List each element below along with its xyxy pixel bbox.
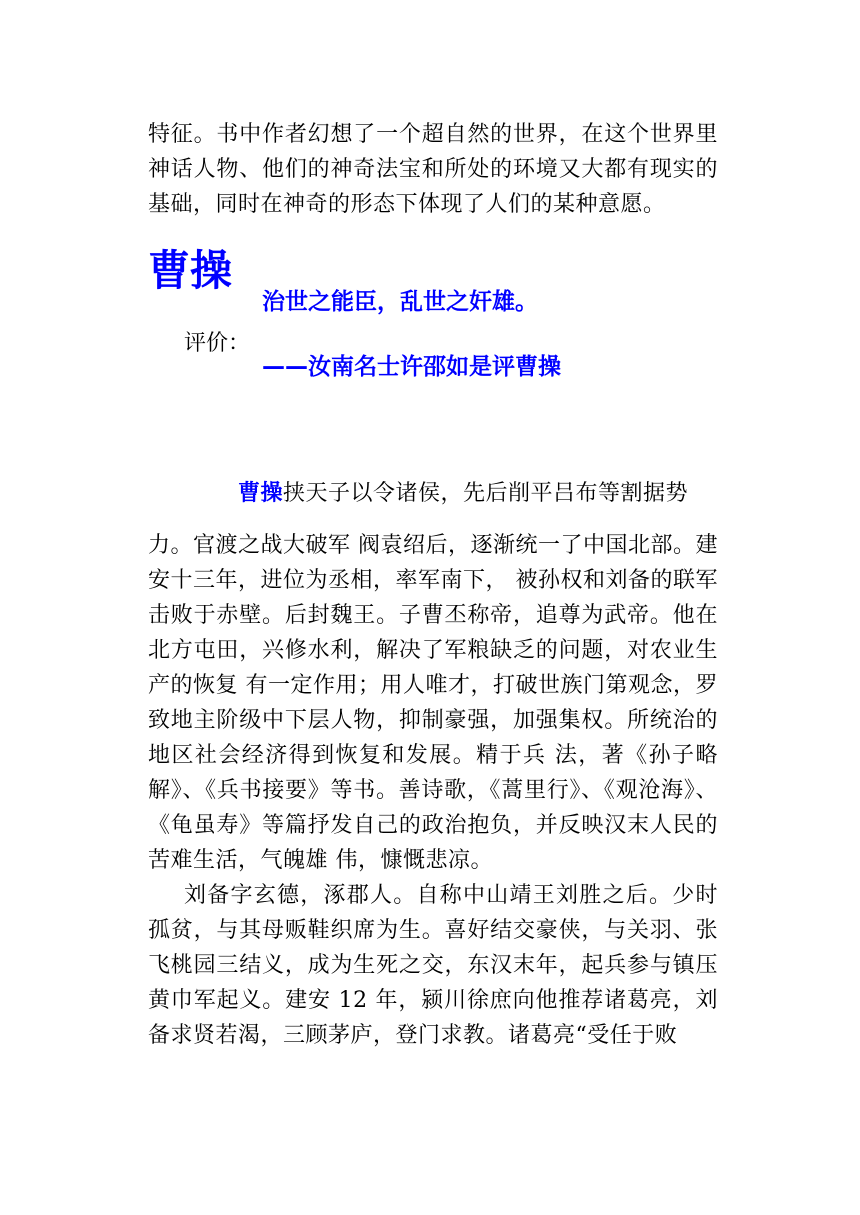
liu-bei-paragraph: 刘备字玄德，涿郡人。自称中山靖王刘胜之后。少时孤贫，与其母贩鞋织席为生。喜好结交豪侠，与关羽、张飞桃园三结义，成为生死之交，东汉末年，起兵参与镇压黄巾军起义。建安 12 年，颍川徐庶向他推荐诸葛亮，刘备求贤若渴，三顾茅庐，登门求教。诸葛亮“受任于败 xyxy=(148,883,718,1048)
intro-paragraph: 特征。书中作者幻想了一个超自然的世界，在这个世界里神话人物、他们的神奇法宝和所处的环境又大都有现实的基础，同时在神奇的形态下体现了人们的某种意愿。 xyxy=(148,122,718,217)
cao-cao-bio-paragraph: 力。官渡之战大破军 阀袁绍后，逐渐统一了中国北部。建安十三年，进位为丞相，率军南下， 被孙权和刘备的联军击败于赤壁。后封魏王。子曹丕称帝，追尊为武帝。他在北方屯田，兴修水利，解决了军粮缺乏的问题，对农业生产的恢复 有一定作用；用人唯才，打破世族门第观念，罗致地主阶级中下层人物，抑制豪强，加强集权。所统治的地区社会经济得到恢复和发展。精于兵 法，著《孙子略解》、《兵书接要》等书。善诗歌，《蒿里行》、《观沧海》、《龟虽寿》等篇抒发自己的政治抱负，并反映汉末人民的苦难生活，气魄雄 伟，慷慨悲凉。 xyxy=(148,533,718,873)
cao-cao-bio-first-text: 挟天子以令诸侯，先后削平吕布等割据势 xyxy=(283,481,689,506)
evaluation-label: 评价： xyxy=(184,331,251,356)
cao-cao-heading: 曹操 xyxy=(148,246,233,295)
cao-cao-bio-first-line xyxy=(238,476,688,511)
cao-cao-bio-name: 曹操 xyxy=(238,481,284,506)
quote-source: ——汝南名士许邵如是评曹操 xyxy=(262,354,561,380)
evaluation-quote: 治世之能臣，乱世之奸雄。 xyxy=(262,289,538,315)
